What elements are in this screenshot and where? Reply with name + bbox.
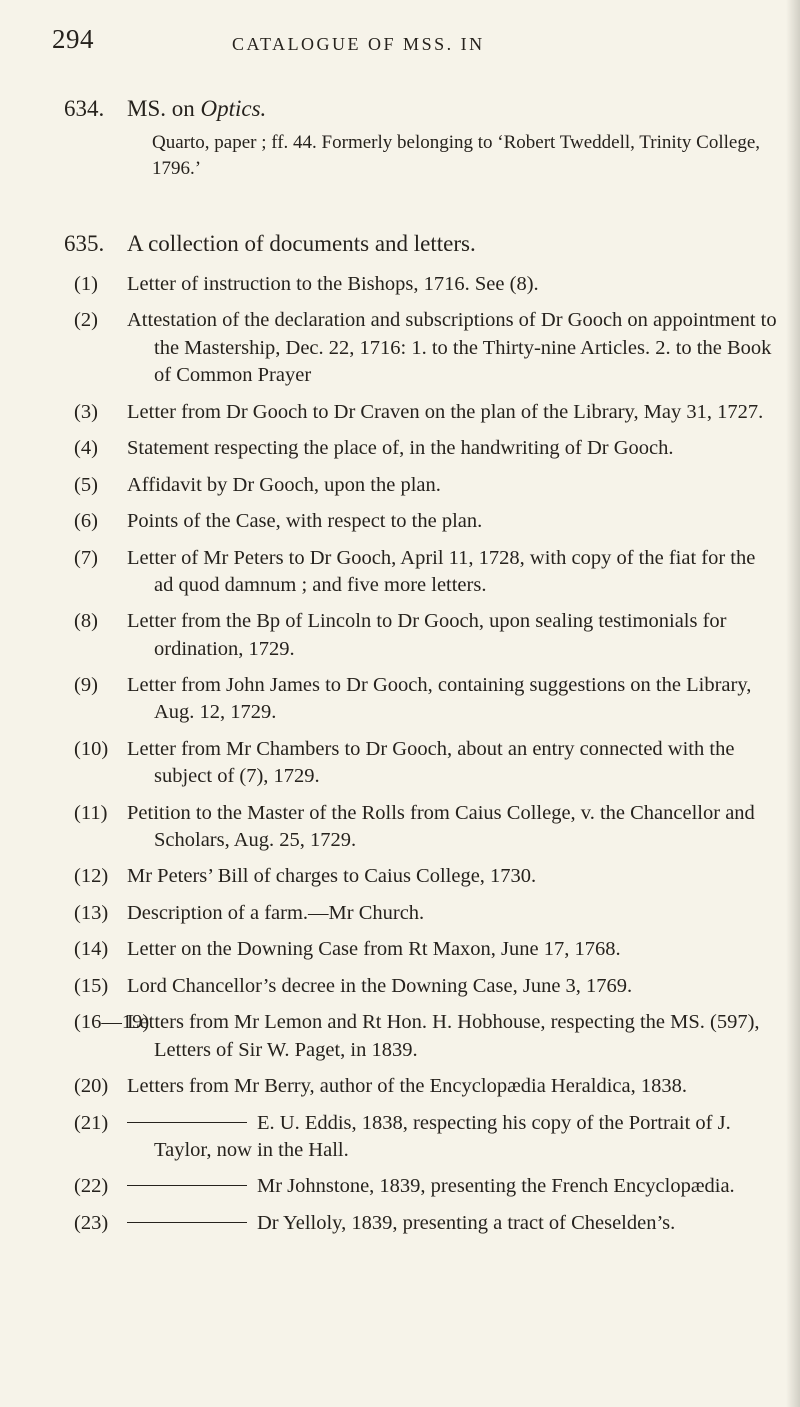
item-number: (8) (74, 610, 98, 633)
item-description (127, 736, 777, 791)
entry-description: Quarto, paper ; ff. 44. Formerly belonging to ‘Robert Tweddell, Trinity College, 1796.’ (152, 132, 760, 179)
item-number: (22) (74, 1175, 109, 1198)
item-description (127, 545, 777, 600)
item-number: (23) (74, 1211, 109, 1234)
document-list-item (0, 271, 800, 298)
document-list-item (0, 973, 800, 1000)
document-list-item (0, 900, 800, 927)
item-text: Letters from Mr Lemon and Rt Hon. H. Hobhouse, respecting the MS. (597), Letters of Sir W. Paget, in 1839. (127, 1011, 760, 1061)
item-text: Dr Yelloly, 1839, presenting a tract of Cheselden’s. (257, 1211, 676, 1234)
item-text: Letter from the Bp of Lincoln to Dr Gooch, upon sealing testimonials for ordination, 1729. (127, 610, 727, 660)
item-number: (10) (74, 737, 109, 760)
item-number: (21) (74, 1111, 109, 1134)
item-text: Points of the Case, with respect to the plan. (127, 510, 483, 533)
item-text: Mr Johnstone, 1839, presenting the French Encyclopædia. (257, 1175, 735, 1198)
item-text: Letter on the Downing Case from Rt Maxon, June 17, 1768. (127, 938, 621, 961)
item-description (127, 1173, 777, 1200)
document-list-item (0, 399, 800, 426)
item-number: (13) (74, 901, 109, 924)
entry-title (127, 96, 266, 122)
entry-title: A collection of documents and letters. (127, 231, 476, 256)
item-text: Attestation of the declaration and subscriptions of Dr Gooch on appointment to the Mastership, Dec. 22, 1716: 1. to the Thirty-nine Articles. 2. to the Book of Common Prayer (127, 309, 777, 387)
item-text: E. U. Eddis, 1838, respecting his copy of the Portrait of J. Taylor, now in the Hall. (154, 1111, 731, 1161)
ditto-rule (127, 1185, 247, 1186)
running-head: CATALOGUE OF MSS. IN (232, 34, 485, 54)
entry-title-subject: Optics. (200, 96, 267, 121)
item-description (127, 435, 777, 462)
document-list-item (0, 472, 800, 499)
item-text: Letter of instruction to the Bishops, 1716. See (8). (127, 273, 539, 295)
document-list-item (0, 1073, 800, 1100)
item-number: (9) (74, 674, 98, 697)
document-list-item (0, 1173, 800, 1200)
item-text: Petition to the Master of the Rolls from Caius College, v. the Chancellor and Scholars, Aug. 25, 1729. (127, 801, 755, 851)
document-list-item (0, 736, 800, 791)
entry-number: 634. (64, 96, 105, 121)
item-number: (15) (74, 974, 109, 997)
item-description (127, 1110, 777, 1165)
item-text: Letter of Mr Peters to Dr Gooch, April 11, 1728, with copy of the fiat for the ad quod damnum ; and five more letters. (127, 546, 756, 596)
document-list-item (0, 936, 800, 963)
page-header (0, 24, 800, 64)
item-number: (7) (74, 546, 98, 569)
item-number: (20) (74, 1075, 109, 1098)
document-list-item (0, 435, 800, 462)
item-description (127, 307, 777, 389)
document-list-item (0, 608, 800, 663)
item-text: Letters from Mr Berry, author of the Encyclopædia Heraldica, 1838. (127, 1075, 687, 1098)
page-edge-shadow (786, 0, 800, 1407)
entry-number: 635. (64, 231, 105, 256)
item-description (127, 1009, 777, 1064)
item-description (127, 608, 777, 663)
item-description (127, 399, 777, 426)
document-list-item (0, 800, 800, 855)
item-text: Affidavit by Dr Gooch, upon the plan. (127, 473, 441, 496)
item-description (127, 863, 777, 890)
item-description (127, 1073, 777, 1100)
item-description (127, 472, 777, 499)
entry-title-prefix: MS. on (127, 96, 201, 121)
item-number: (4) (74, 437, 98, 460)
item-text: Lord Chancellor’s decree in the Downing Case, June 3, 1769. (127, 974, 633, 997)
item-description (127, 271, 777, 298)
item-number: (14) (74, 938, 109, 961)
item-number: (2) (74, 309, 98, 332)
document-list-item (0, 508, 800, 535)
item-number: (5) (74, 473, 98, 496)
ditto-rule (127, 1222, 247, 1223)
item-description (127, 672, 777, 727)
item-text: Letter from Mr Chambers to Dr Gooch, about an entry connected with the subject of (7), 1729. (127, 737, 735, 788)
item-number: (3) (74, 400, 98, 423)
item-text: Mr Peters’ Bill of charges to Caius College, 1730. (127, 865, 537, 888)
item-text: Letter from John James to Dr Gooch, containing suggestions on the Library, Aug. 12, 1729. (127, 674, 752, 724)
ditto-rule (127, 1122, 247, 1123)
item-description (127, 800, 777, 855)
item-description (127, 936, 777, 963)
document-list-item (0, 672, 800, 727)
item-description (127, 1210, 777, 1237)
document-list-item (0, 307, 800, 389)
document-list-item (0, 545, 800, 600)
document-list-item (0, 1210, 800, 1237)
item-description (127, 973, 777, 1000)
document-list-item (0, 863, 800, 890)
document-list-item (0, 1110, 800, 1165)
item-number: (11) (74, 801, 108, 824)
item-text: Description of a farm.—Mr Church. (127, 901, 425, 924)
item-text: Statement respecting the place of, in the handwriting of Dr Gooch. (127, 437, 674, 460)
document-list-item (0, 1009, 800, 1064)
item-text: Letter from Dr Gooch to Dr Craven on the plan of the Library, May 31, 1727. (127, 400, 764, 423)
item-number: (1) (74, 273, 98, 295)
page-number: 294 (52, 24, 94, 54)
item-description (127, 900, 777, 927)
item-number: (16—19) (74, 1011, 150, 1034)
item-number: (12) (74, 865, 109, 888)
item-description (127, 508, 777, 535)
item-number: (6) (74, 510, 98, 533)
document-list (0, 271, 800, 1246)
